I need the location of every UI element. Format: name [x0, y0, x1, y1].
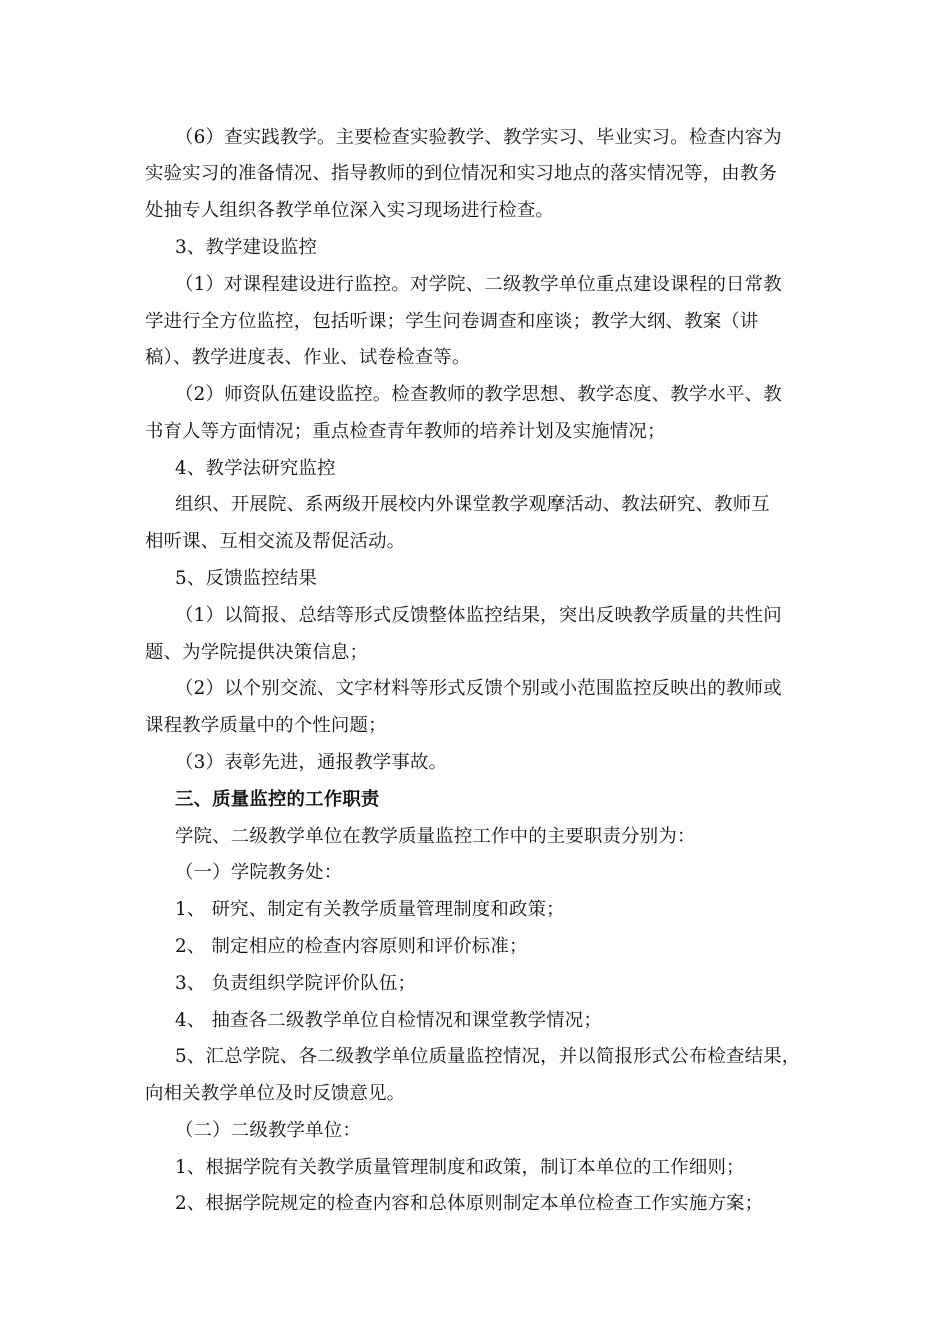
chapter-heading: 三、质量监控的工作职责: [175, 789, 380, 810]
section-heading: 4、教学法研究监控: [175, 458, 336, 479]
paragraph-line: 实验实习的准备情况、指导教师的到位情况和实习地点的落实情况等，由教务: [145, 163, 778, 184]
paragraph-line: 组织、开展院、系两级开展校内外课堂教学观摩活动、教法研究、教师互: [175, 494, 770, 515]
paragraph-line: 稿）、教学进度表、作业、试卷检查等。: [145, 347, 471, 368]
paragraph-line: 学进行全方位监控，包括听课；学生问卷调查和座谈；教学大纲、教案（讲: [145, 311, 759, 332]
paragraph-line: （1）对课程建设进行监控。对学院、二级教学单位重点建设课程的日常教: [175, 274, 782, 295]
paragraph-line: （3）表彰先进，通报教学事故。: [175, 752, 448, 773]
paragraph-line: （1）以简报、总结等形式反馈整体监控结果，突出反映教学质量的共性问: [175, 605, 782, 626]
paragraph-line: 书育人等方面情况；重点检查青年教师的培养计划及实施情况；: [145, 421, 666, 442]
paragraph-line: 课程教学质量中的个性问题；: [145, 715, 387, 736]
list-item: 2、根据学院规定的检查内容和总体原则制定本单位检查工作实施方案；: [175, 1193, 764, 1214]
paragraph-line: 处抽专人组织各教学单位深入实习现场进行检查。: [145, 200, 554, 221]
paragraph-line: 相听课、互相交流及帮促活动。: [145, 531, 406, 552]
list-item: 5、汇总学院、各二级教学单位质量监控情况，并以简报形式公布检查结果，: [175, 1046, 801, 1067]
subsection-heading: （二）二级教学单位：: [175, 1120, 361, 1141]
list-item: 4、 抽查各二级教学单位自检情况和课堂教学情况；: [175, 1010, 602, 1031]
paragraph-line: 题、为学院提供决策信息；: [145, 642, 369, 663]
list-item: 1、 研究、制定有关教学质量管理制度和政策；: [175, 899, 565, 920]
paragraph-line: 学院、二级教学单位在教学质量监控工作中的主要职责分别为：: [175, 826, 696, 847]
paragraph-line: （6）查实践教学。主要检查实验教学、教学实习、毕业实习。检查内容为: [175, 127, 782, 148]
list-item: 1、根据学院有关教学质量管理制度和政策，制订本单位的工作细则；: [175, 1157, 745, 1178]
list-item-continuation: 向相关教学单位及时反馈意见。: [145, 1083, 406, 1104]
section-heading: 5、反馈监控结果: [175, 568, 318, 589]
section-heading: 3、教学建设监控: [175, 237, 318, 258]
list-item: 3、 负责组织学院评价队伍；: [175, 973, 417, 994]
paragraph-line: （2）以个别交流、文字材料等形式反馈个别或小范围监控反映出的教师或: [175, 678, 782, 699]
list-item: 2、 制定相应的检查内容原则和评价标准；: [175, 936, 528, 957]
subsection-heading: （一）学院教务处：: [175, 862, 343, 883]
paragraph-line: （2）师资队伍建设监控。检查教师的教学思想、教学态度、教学水平、教: [175, 384, 782, 405]
